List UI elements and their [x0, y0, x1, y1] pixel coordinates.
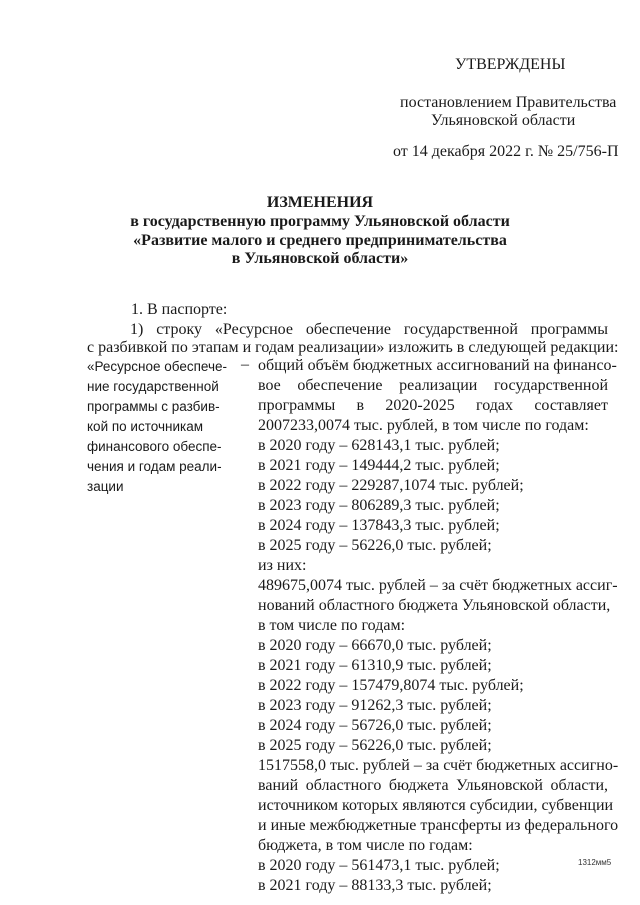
approval-heading: УТВЕРЖДЕНЫ: [455, 56, 566, 73]
value-line: в 2022 году – 229287,1074 тыс. рублей;: [258, 477, 524, 494]
value-line: в 2023 году – 91262,3 тыс. рублей;: [258, 697, 492, 714]
value-line: бюджета, в том числе по годам:: [258, 837, 473, 854]
value-line: 1517558,0 тыс. рублей – за счёт бюджетных ассигно-: [258, 757, 619, 774]
value-line: источником которых являются субсидии, субвенции: [258, 797, 614, 814]
value-line: 489675,0074 тыс. рублей – за счёт бюджетных ассиг-: [258, 577, 618, 594]
title-line-2: в государственную программу Ульяновской области: [130, 213, 510, 230]
value-line: в 2021 году – 61310,9 тыс. рублей;: [258, 657, 492, 674]
resource-row-label: «Ресурсное обеспече- ние государственной программы с разбив- кой по источникам финансового обеспе- чения и годам реали- зации: [87, 359, 228, 494]
approval-line-2: Ульяновской области: [431, 112, 576, 129]
document-title: ИЗМЕНЕНИЯ: [266, 194, 374, 211]
footer-code: 1312мм5: [578, 858, 612, 867]
value-line: в 2025 году – 56226,0 тыс. рублей;: [258, 737, 492, 754]
approval-line-1: постановлением Правительства: [400, 94, 617, 111]
value-line: вое обеспечение реализации государственной: [258, 377, 608, 394]
value-line: из них:: [258, 557, 307, 574]
value-line: в 2024 году – 137843,3 тыс. рублей;: [258, 517, 500, 534]
value-line: в том числе по годам:: [258, 617, 406, 634]
subitem-1-line-2: с разбивкой по этапам и годам реализации» изложить в следующей редакции:: [87, 339, 619, 356]
value-line: ваний областного бюджета Ульяновской области,: [258, 777, 608, 794]
value-line: в 2024 году – 56726,0 тыс. рублей;: [258, 717, 492, 734]
value-line: программы в 2020-2025 годах составляет: [258, 397, 608, 414]
value-line: общий объём бюджетных ассигнований на финансо-: [258, 357, 617, 374]
subitem-1-line-1: 1) строку «Ресурсное обеспечение государственной программы: [130, 321, 608, 338]
value-line: в 2023 году – 806289,3 тыс. рублей;: [258, 497, 500, 514]
item-1-heading: 1. В паспорте:: [131, 301, 228, 318]
value-line: в 2020 году – 561473,1 тыс. рублей;: [258, 857, 500, 874]
value-line: в 2020 году – 628143,1 тыс. рублей;: [258, 437, 500, 454]
value-line: в 2021 году – 149444,2 тыс. рублей;: [258, 457, 500, 474]
value-line: 2007233,0074 тыс. рублей, в том числе по годам:: [258, 417, 589, 434]
title-line-4: в Ульяновской области»: [231, 250, 409, 267]
value-line: в 2020 году – 66670,0 тыс. рублей;: [258, 637, 492, 654]
resource-row-value: [258, 356, 619, 896]
approval-date-number: от 14 декабря 2022 г. № 25/756-П: [393, 143, 619, 160]
value-line: в 2021 году – 88133,3 тыс. рублей;: [258, 877, 492, 894]
value-line: и иные межбюджетные трансферты из федерального: [258, 817, 619, 834]
value-line: в 2022 году – 157479,8074 тыс. рублей;: [258, 677, 524, 694]
value-line: в 2025 году – 56226,0 тыс. рублей;: [258, 537, 492, 554]
title-line-3: «Развитие малого и среднего предпринимательства: [133, 232, 507, 249]
row-dash: –: [241, 356, 249, 373]
value-line: нований областного бюджета Ульяновской области,: [258, 597, 611, 614]
